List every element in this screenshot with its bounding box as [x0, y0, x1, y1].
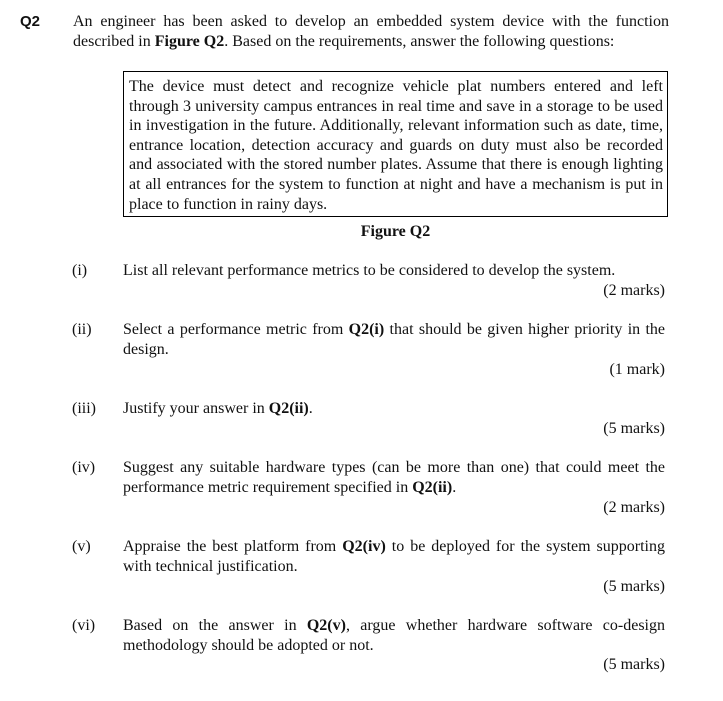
subquestion-text — [123, 399, 665, 419]
subquestion-label: (v) — [72, 538, 91, 555]
figure-caption: Figure Q2 — [360, 223, 431, 240]
subquestion-text — [123, 261, 665, 281]
subquestion-ref: Q2(iv) — [342, 538, 386, 555]
subquestion-text-part: Appraise the best platform from — [123, 538, 343, 555]
subquestion-text-part: . — [308, 400, 313, 417]
subquestion-text — [123, 458, 665, 498]
subquestion-label: (iii) — [72, 400, 96, 417]
subquestion-marks: (5 marks) — [603, 578, 665, 595]
subquestion-text-part: that should be given higher priority in the design. — [123, 321, 666, 358]
subquestion-ref: Q2(i) — [348, 321, 385, 338]
subquestion-text — [123, 537, 665, 577]
question-intro — [73, 12, 669, 52]
figure-box — [123, 71, 668, 217]
subquestion-text — [123, 616, 665, 656]
subquestion-label: (i) — [72, 262, 88, 279]
subquestion-label: (iv) — [72, 459, 96, 476]
subquestion-text-part: List all relevant performance metrics to be considered to develop the system. — [123, 262, 616, 279]
subquestion-text-part: Justify your answer in — [123, 400, 269, 417]
figure-box-text: The device must detect and recognize vehicle plat numbers entered and left through 3 university campus entrances in real time and save in a storage to be used in investigation in the future. Additionally, relevant information such as date, time, entrance location, detection accuracy and guards on duty must also be recorded and associated with the stored number plates. Assume that there is enough lighting at all entrances for the system to function at night and have a mechanism is put in place to function in rainy days. — [129, 78, 663, 213]
subquestion-text-part: Select a performance metric from — [123, 321, 349, 338]
subquestion-text-part: to be deployed for the system supporting with technical justification. — [123, 538, 665, 575]
subquestion-ref: Q2(ii) — [268, 400, 309, 417]
subquestion-text — [123, 320, 665, 360]
subquestion-text-part: . — [452, 479, 457, 496]
intro-figure-ref: Figure Q2 — [154, 33, 225, 50]
subquestion-marks: (2 marks) — [603, 282, 665, 299]
subquestion-marks: (5 marks) — [603, 420, 665, 437]
subquestion-ref: Q2(ii) — [412, 479, 453, 496]
subquestion-label: (vi) — [72, 617, 96, 634]
subquestion-marks: (2 marks) — [603, 499, 665, 516]
subquestion-marks: (5 marks) — [603, 656, 665, 673]
subquestion-label: (ii) — [72, 321, 92, 338]
question-number: Q2 — [20, 13, 41, 30]
subquestion-ref: Q2(v) — [306, 617, 346, 634]
intro-text-end: . Based on the requirements, answer the following questions: — [224, 33, 615, 50]
subquestion-text-part: , argue whether hardware software co-design methodology should be adopted or not. — [123, 617, 666, 654]
subquestion-text-part: Based on the answer in — [123, 617, 307, 634]
subquestion-text-part: Suggest any suitable hardware types (can be more than one) that could meet the performance metric requirement specified in — [123, 459, 665, 496]
intro-text: An engineer has been asked to develop an embedded system device with the function described in — [73, 13, 669, 50]
subquestion-marks: (1 mark) — [609, 361, 665, 378]
